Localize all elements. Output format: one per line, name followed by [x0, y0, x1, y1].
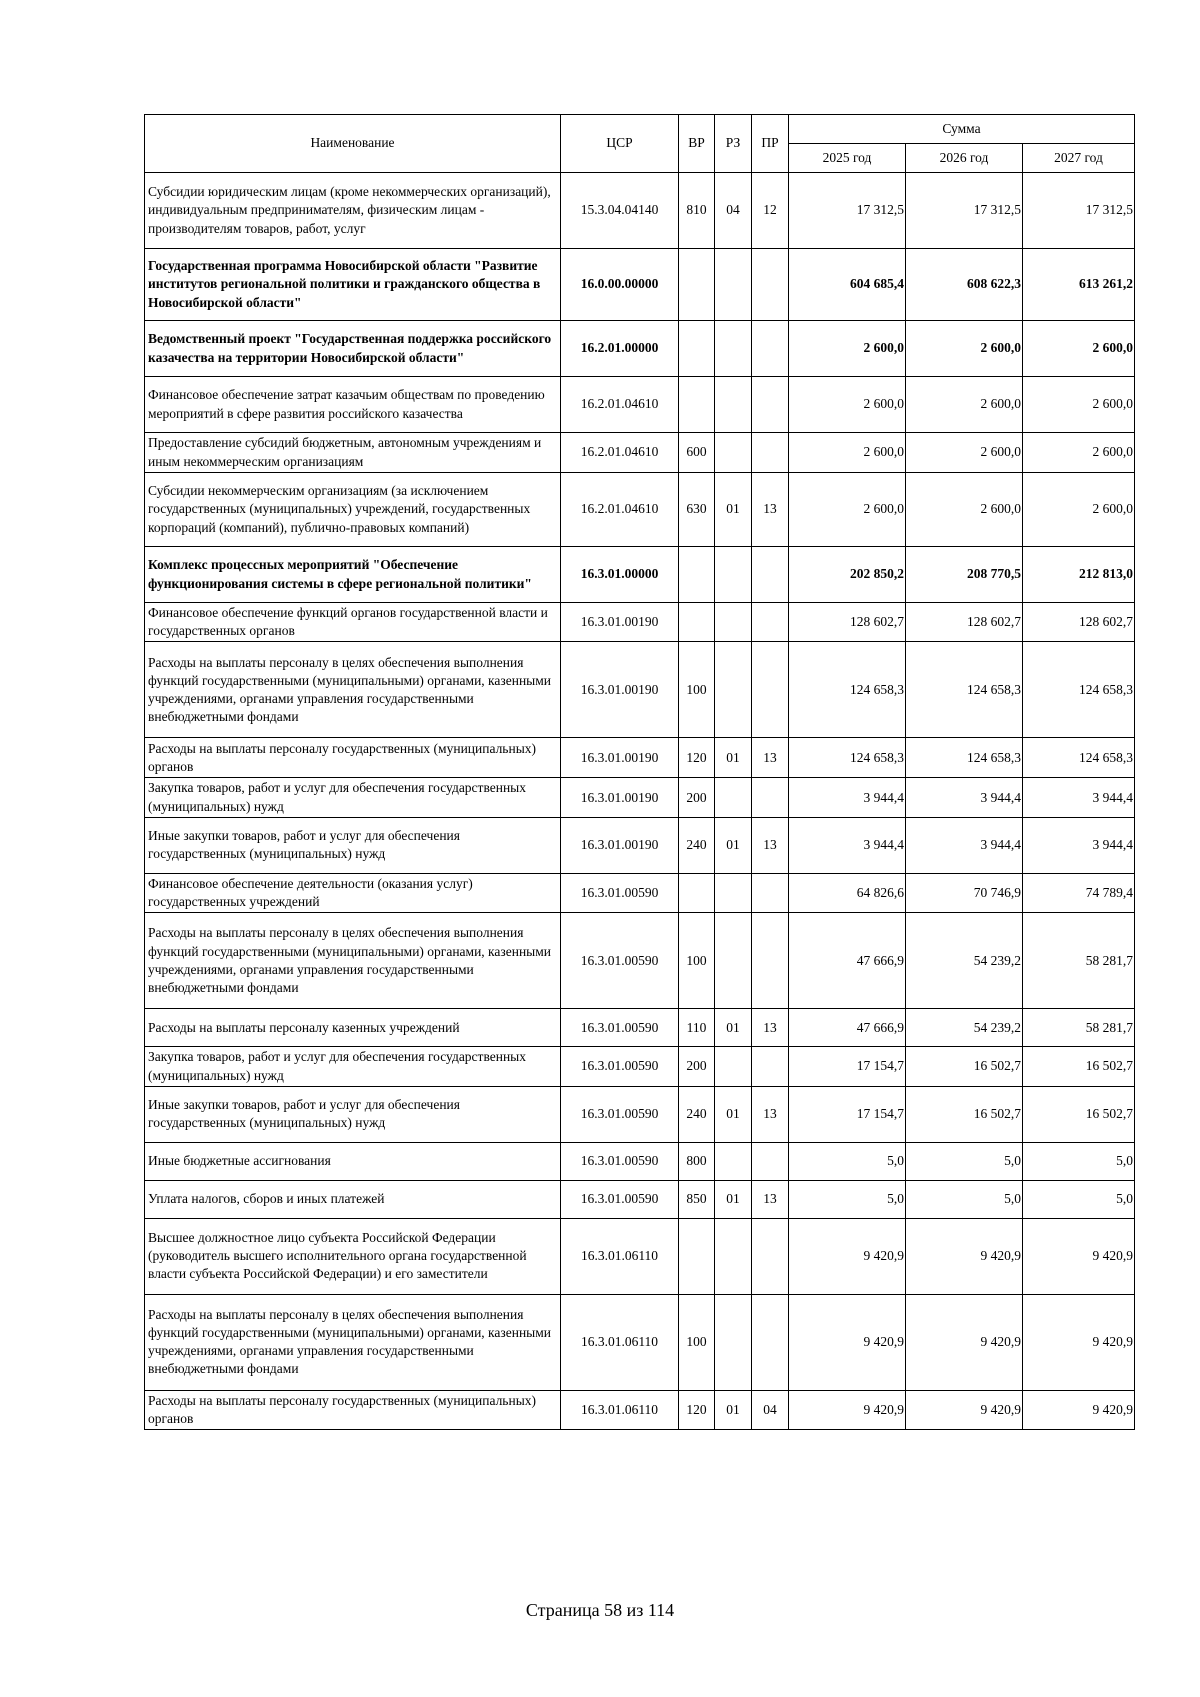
row-2027-cell: 5,0 — [1023, 1142, 1135, 1180]
table-row — [145, 1009, 1135, 1047]
table-row — [145, 547, 1135, 603]
row-name-cell: Субсидии некоммерческим организациям (за исключением государственных (муниципальных) учреждений, государственных корпораций (компаний), публично-правовых компаний) — [145, 473, 561, 547]
row-vr-cell — [679, 377, 715, 433]
row-csr-cell: 16.3.01.00190 — [561, 738, 679, 778]
row-pr-cell: 04 — [752, 1390, 789, 1429]
table-row — [145, 642, 1135, 738]
row-rz-cell: 04 — [715, 173, 752, 249]
row-2025-cell: 5,0 — [789, 1180, 906, 1218]
row-rz-cell — [715, 321, 752, 377]
row-2026-cell: 70 746,9 — [906, 873, 1023, 912]
row-2027-cell: 58 281,7 — [1023, 913, 1135, 1009]
table-row — [145, 173, 1135, 249]
row-pr-cell: 13 — [752, 738, 789, 778]
row-2027-cell: 212 813,0 — [1023, 547, 1135, 603]
row-rz-cell — [715, 1047, 752, 1086]
row-2025-cell: 124 658,3 — [789, 738, 906, 778]
row-name-cell: Расходы на выплаты персоналу в целях обеспечения выполнения функций государственными (муниципальными) органами, казенными учреждениями, органами управления государственными внебюджетными фондами — [145, 913, 561, 1009]
row-vr-cell: 100 — [679, 642, 715, 738]
row-rz-cell — [715, 1294, 752, 1390]
row-name-cell: Финансовое обеспечение деятельности (оказания услуг) государственных учреждений — [145, 873, 561, 912]
row-csr-cell: 16.3.01.00590 — [561, 1086, 679, 1142]
row-name-cell: Иные закупки товаров, работ и услуг для обеспечения государственных (муниципальных) нужд — [145, 817, 561, 873]
row-2027-cell: 9 420,9 — [1023, 1218, 1135, 1294]
row-name-cell: Закупка товаров, работ и услуг для обеспечения государственных (муниципальных) нужд — [145, 1047, 561, 1086]
row-vr-cell: 200 — [679, 1047, 715, 1086]
col-header-sum: Сумма — [789, 115, 1135, 144]
row-2027-cell: 2 600,0 — [1023, 433, 1135, 473]
row-2027-cell: 17 312,5 — [1023, 173, 1135, 249]
row-vr-cell: 120 — [679, 738, 715, 778]
row-2026-cell: 17 312,5 — [906, 173, 1023, 249]
row-2025-cell: 2 600,0 — [789, 321, 906, 377]
row-name-cell: Государственная программа Новосибирской области "Развитие институтов региональной политики и гражданского общества в Новосибирской области" — [145, 249, 561, 321]
row-2026-cell: 128 602,7 — [906, 603, 1023, 642]
row-name-cell: Высшее должностное лицо субъекта Российской Федерации (руководитель высшего исполнительного органа государственной власти субъекта Российской Федерации) и его заместители — [145, 1218, 561, 1294]
row-vr-cell — [679, 321, 715, 377]
table-row — [145, 1047, 1135, 1086]
row-pr-cell — [752, 603, 789, 642]
row-pr-cell — [752, 321, 789, 377]
row-2027-cell: 124 658,3 — [1023, 642, 1135, 738]
row-rz-cell: 01 — [715, 1390, 752, 1429]
row-name-cell: Финансовое обеспечение затрат казачьим обществам по проведению мероприятий в сфере развития российского казачества — [145, 377, 561, 433]
row-csr-cell: 16.2.01.04610 — [561, 433, 679, 473]
row-2025-cell: 9 420,9 — [789, 1294, 906, 1390]
row-2026-cell: 124 658,3 — [906, 642, 1023, 738]
row-vr-cell: 810 — [679, 173, 715, 249]
row-2027-cell: 124 658,3 — [1023, 738, 1135, 778]
row-2027-cell: 3 944,4 — [1023, 778, 1135, 817]
table-row — [145, 603, 1135, 642]
row-2027-cell: 3 944,4 — [1023, 817, 1135, 873]
table-row — [145, 473, 1135, 547]
table-row — [145, 1086, 1135, 1142]
row-name-cell: Расходы на выплаты персоналу государственных (муниципальных) органов — [145, 1390, 561, 1429]
row-2027-cell: 9 420,9 — [1023, 1294, 1135, 1390]
row-2025-cell: 2 600,0 — [789, 473, 906, 547]
row-2025-cell: 47 666,9 — [789, 1009, 906, 1047]
row-pr-cell — [752, 249, 789, 321]
row-name-cell: Уплата налогов, сборов и иных платежей — [145, 1180, 561, 1218]
row-pr-cell — [752, 547, 789, 603]
row-vr-cell — [679, 249, 715, 321]
table-body — [145, 173, 1135, 1430]
row-vr-cell: 120 — [679, 1390, 715, 1429]
table-row — [145, 1218, 1135, 1294]
page-number: Страница 58 из 114 — [525, 1600, 675, 1620]
row-name-cell: Ведомственный проект "Государственная поддержка российского казачества на территории Новосибирской области" — [145, 321, 561, 377]
row-2026-cell: 9 420,9 — [906, 1390, 1023, 1429]
row-2025-cell: 9 420,9 — [789, 1390, 906, 1429]
row-2025-cell: 128 602,7 — [789, 603, 906, 642]
row-2027-cell: 2 600,0 — [1023, 321, 1135, 377]
row-pr-cell — [752, 778, 789, 817]
row-2025-cell: 17 154,7 — [789, 1047, 906, 1086]
row-name-cell: Расходы на выплаты персоналу государственных (муниципальных) органов — [145, 738, 561, 778]
row-2025-cell: 124 658,3 — [789, 642, 906, 738]
row-2025-cell: 2 600,0 — [789, 377, 906, 433]
row-rz-cell — [715, 1142, 752, 1180]
row-2026-cell: 16 502,7 — [906, 1086, 1023, 1142]
row-pr-cell — [752, 377, 789, 433]
row-name-cell: Иные бюджетные ассигнования — [145, 1142, 561, 1180]
row-2026-cell: 54 239,2 — [906, 913, 1023, 1009]
header-row — [145, 115, 1135, 144]
row-name-cell: Субсидии юридическим лицам (кроме некоммерческих организаций), индивидуальным предпринимателям, физическим лицам - производителям товаров, работ, услуг — [145, 173, 561, 249]
row-pr-cell — [752, 1294, 789, 1390]
row-vr-cell — [679, 1218, 715, 1294]
row-csr-cell: 16.3.01.00190 — [561, 642, 679, 738]
row-csr-cell: 16.3.01.00590 — [561, 1180, 679, 1218]
row-pr-cell: 12 — [752, 173, 789, 249]
row-rz-cell — [715, 433, 752, 473]
row-rz-cell — [715, 873, 752, 912]
table-row — [145, 778, 1135, 817]
row-name-cell: Расходы на выплаты персоналу в целях обеспечения выполнения функций государственными (муниципальными) органами, казенными учреждениями, органами управления государственными внебюджетными фондами — [145, 642, 561, 738]
table-row — [145, 738, 1135, 778]
row-rz-cell: 01 — [715, 817, 752, 873]
row-2027-cell: 16 502,7 — [1023, 1047, 1135, 1086]
row-rz-cell — [715, 377, 752, 433]
row-2026-cell: 3 944,4 — [906, 817, 1023, 873]
row-vr-cell: 100 — [679, 1294, 715, 1390]
row-name-cell: Комплекс процессных мероприятий "Обеспечение функционирования системы в сфере региональной политики" — [145, 547, 561, 603]
row-rz-cell — [715, 1218, 752, 1294]
row-csr-cell: 16.3.01.00190 — [561, 817, 679, 873]
row-pr-cell: 13 — [752, 1086, 789, 1142]
col-header-2027: 2027 год — [1023, 144, 1135, 173]
row-pr-cell — [752, 873, 789, 912]
row-vr-cell: 630 — [679, 473, 715, 547]
row-2026-cell: 9 420,9 — [906, 1294, 1023, 1390]
row-rz-cell: 01 — [715, 738, 752, 778]
row-csr-cell: 16.3.01.00000 — [561, 547, 679, 603]
row-csr-cell: 16.3.01.00590 — [561, 913, 679, 1009]
row-2026-cell: 5,0 — [906, 1142, 1023, 1180]
table-row — [145, 433, 1135, 473]
row-name-cell: Финансовое обеспечение функций органов государственной власти и государственных органов — [145, 603, 561, 642]
row-2027-cell: 9 420,9 — [1023, 1390, 1135, 1429]
row-2025-cell: 3 944,4 — [789, 817, 906, 873]
row-pr-cell: 13 — [752, 1180, 789, 1218]
row-2027-cell: 74 789,4 — [1023, 873, 1135, 912]
row-pr-cell — [752, 1142, 789, 1180]
col-header-rz: РЗ — [715, 115, 752, 173]
row-rz-cell: 01 — [715, 473, 752, 547]
row-2027-cell: 2 600,0 — [1023, 473, 1135, 547]
row-vr-cell: 240 — [679, 1086, 715, 1142]
row-2025-cell: 5,0 — [789, 1142, 906, 1180]
row-name-cell: Закупка товаров, работ и услуг для обеспечения государственных (муниципальных) нужд — [145, 778, 561, 817]
row-2026-cell: 16 502,7 — [906, 1047, 1023, 1086]
row-rz-cell — [715, 778, 752, 817]
row-vr-cell: 600 — [679, 433, 715, 473]
row-2026-cell: 208 770,5 — [906, 547, 1023, 603]
table-row — [145, 1142, 1135, 1180]
row-pr-cell — [752, 642, 789, 738]
table-row — [145, 377, 1135, 433]
row-pr-cell — [752, 1047, 789, 1086]
row-csr-cell: 16.2.01.04610 — [561, 473, 679, 547]
row-2027-cell: 16 502,7 — [1023, 1086, 1135, 1142]
row-vr-cell — [679, 547, 715, 603]
col-header-csr: ЦСР — [561, 115, 679, 173]
row-rz-cell: 01 — [715, 1009, 752, 1047]
row-name-cell: Предоставление субсидий бюджетным, автономным учреждениям и иным некоммерческим организациям — [145, 433, 561, 473]
col-header-2026: 2026 год — [906, 144, 1023, 173]
row-csr-cell: 16.2.01.04610 — [561, 377, 679, 433]
row-csr-cell: 15.3.04.04140 — [561, 173, 679, 249]
row-pr-cell: 13 — [752, 817, 789, 873]
budget-table — [144, 114, 1135, 1430]
table-row — [145, 873, 1135, 912]
row-pr-cell — [752, 433, 789, 473]
row-vr-cell: 800 — [679, 1142, 715, 1180]
table-row — [145, 1180, 1135, 1218]
row-rz-cell — [715, 547, 752, 603]
row-2026-cell: 2 600,0 — [906, 433, 1023, 473]
row-pr-cell — [752, 1218, 789, 1294]
row-name-cell: Расходы на выплаты персоналу казенных учреждений — [145, 1009, 561, 1047]
row-rz-cell — [715, 642, 752, 738]
row-csr-cell: 16.3.01.00590 — [561, 1009, 679, 1047]
row-2027-cell: 613 261,2 — [1023, 249, 1135, 321]
row-2025-cell: 3 944,4 — [789, 778, 906, 817]
row-pr-cell — [752, 913, 789, 1009]
row-2026-cell: 5,0 — [906, 1180, 1023, 1218]
row-2025-cell: 2 600,0 — [789, 433, 906, 473]
row-vr-cell: 850 — [679, 1180, 715, 1218]
table-row — [145, 249, 1135, 321]
row-vr-cell — [679, 873, 715, 912]
col-header-name: Наименование — [145, 115, 561, 173]
row-rz-cell — [715, 249, 752, 321]
row-csr-cell: 16.3.01.06110 — [561, 1294, 679, 1390]
row-csr-cell: 16.2.01.00000 — [561, 321, 679, 377]
table-row — [145, 1294, 1135, 1390]
table-row — [145, 817, 1135, 873]
row-csr-cell: 16.3.01.00190 — [561, 603, 679, 642]
row-csr-cell: 16.3.01.00590 — [561, 873, 679, 912]
row-2026-cell: 124 658,3 — [906, 738, 1023, 778]
row-2027-cell: 128 602,7 — [1023, 603, 1135, 642]
row-name-cell: Иные закупки товаров, работ и услуг для обеспечения государственных (муниципальных) нужд — [145, 1086, 561, 1142]
row-rz-cell: 01 — [715, 1086, 752, 1142]
row-vr-cell: 100 — [679, 913, 715, 1009]
row-csr-cell: 16.0.00.00000 — [561, 249, 679, 321]
row-pr-cell: 13 — [752, 473, 789, 547]
row-csr-cell: 16.3.01.06110 — [561, 1218, 679, 1294]
table-row — [145, 321, 1135, 377]
row-2026-cell: 9 420,9 — [906, 1218, 1023, 1294]
row-2027-cell: 58 281,7 — [1023, 1009, 1135, 1047]
row-rz-cell — [715, 913, 752, 1009]
row-2026-cell: 54 239,2 — [906, 1009, 1023, 1047]
row-csr-cell: 16.3.01.00590 — [561, 1047, 679, 1086]
row-2025-cell: 17 154,7 — [789, 1086, 906, 1142]
row-csr-cell: 16.3.01.00190 — [561, 778, 679, 817]
table-row — [145, 1390, 1135, 1429]
row-2025-cell: 47 666,9 — [789, 913, 906, 1009]
col-header-vr: ВР — [679, 115, 715, 173]
row-rz-cell: 01 — [715, 1180, 752, 1218]
row-name-cell: Расходы на выплаты персоналу в целях обеспечения выполнения функций государственными (муниципальными) органами, казенными учреждениями, органами управления государственными внебюджетными фондами — [145, 1294, 561, 1390]
row-2025-cell: 17 312,5 — [789, 173, 906, 249]
row-2025-cell: 202 850,2 — [789, 547, 906, 603]
row-2026-cell: 2 600,0 — [906, 377, 1023, 433]
row-vr-cell — [679, 603, 715, 642]
row-vr-cell: 200 — [679, 778, 715, 817]
col-header-pr: ПР — [752, 115, 789, 173]
row-pr-cell: 13 — [752, 1009, 789, 1047]
row-2025-cell: 64 826,6 — [789, 873, 906, 912]
row-2026-cell: 3 944,4 — [906, 778, 1023, 817]
row-2026-cell: 2 600,0 — [906, 321, 1023, 377]
row-rz-cell — [715, 603, 752, 642]
row-2025-cell: 604 685,4 — [789, 249, 906, 321]
row-vr-cell: 110 — [679, 1009, 715, 1047]
col-header-2025: 2025 год — [789, 144, 906, 173]
row-2027-cell: 5,0 — [1023, 1180, 1135, 1218]
row-2025-cell: 9 420,9 — [789, 1218, 906, 1294]
row-csr-cell: 16.3.01.06110 — [561, 1390, 679, 1429]
row-2027-cell: 2 600,0 — [1023, 377, 1135, 433]
table-row — [145, 913, 1135, 1009]
row-vr-cell: 240 — [679, 817, 715, 873]
row-2026-cell: 2 600,0 — [906, 473, 1023, 547]
row-csr-cell: 16.3.01.00590 — [561, 1142, 679, 1180]
row-2026-cell: 608 622,3 — [906, 249, 1023, 321]
